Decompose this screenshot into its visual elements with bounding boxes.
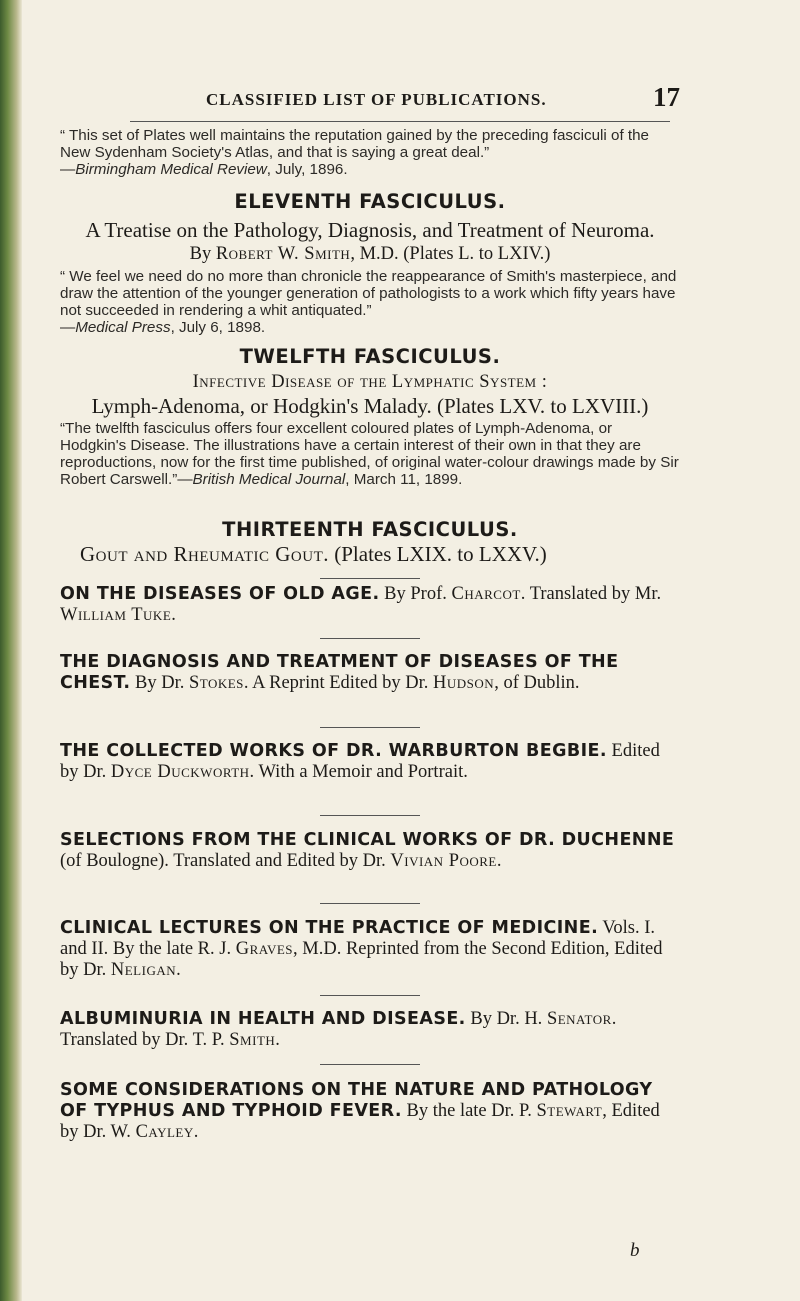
entry-title: SOME CONSIDERATIONS ON THE NATURE AND PATHOLOGY OF TYPHUS AND TYPHOID FEVER. bbox=[60, 1080, 653, 1121]
section-heading-thirteenth: THIRTEENTH FASCICULUS. bbox=[222, 518, 518, 541]
entry-name: Neligan bbox=[110, 960, 177, 980]
author-name: Robert W. Smith bbox=[215, 244, 351, 264]
entry-title: ON THE DISEASES OF OLD AGE. bbox=[60, 584, 380, 604]
entry-name: Dyce Duckworth bbox=[110, 762, 250, 782]
book-spine-shadow bbox=[0, 0, 22, 1301]
eleventh-author-line: By Robert W. Smith, M.D. (Plates L. to LXIV.) bbox=[189, 244, 551, 264]
entry-title: THE COLLECTED WORKS OF DR. WARBURTON BEGBIE. bbox=[60, 741, 607, 761]
publication-entry: SELECTIONS FROM THE CLINICAL WORKS OF DR. DUCHENNE (of Boulogne). Translated and Edited by Dr. Vivian Poore. bbox=[60, 830, 675, 871]
twelfth-review-quote: “The twelfth fasciculus offers four excellent coloured plates of Lymph-Adenoma, or Hodgkin's Disease. The illustrations have a certain interest of their own in that they are reproductions, now for the first time published, of original water-colour drawings made by Sir Robert Carswell.”—British Medical Journal, March 11, 1899. bbox=[60, 420, 679, 488]
signature-mark: b bbox=[630, 1240, 640, 1261]
header-rule bbox=[130, 121, 670, 122]
running-header bbox=[60, 82, 680, 116]
intro-review-quote: “ This set of Plates well maintains the reputation gained by the preceding fasciculi of the New Sydenham Society's Atlas, and that is saying a great deal.” —Birmingham Medical Review, July, 1896. bbox=[60, 127, 649, 178]
publication-entry: ON THE DISEASES OF OLD AGE. By Prof. Charcot. Translated by Mr. William Tuke. bbox=[60, 584, 662, 625]
entry-divider bbox=[320, 815, 420, 816]
book-page bbox=[60, 0, 680, 1301]
entry-name: Senator bbox=[546, 1009, 612, 1029]
entry-name: Cayley bbox=[135, 1122, 194, 1142]
entry-name: Stokes bbox=[188, 673, 244, 693]
entry-divider bbox=[320, 903, 420, 904]
quote-text: “The twelfth fasciculus offers four excellent coloured plates of Lymph-Adenoma, or Hodgkin's Disease. The illustrations have a certain interest of their own in that they are reproductions, now for the first time published, of original water-colour drawings made by Sir Robert Carswell.” bbox=[60, 420, 679, 488]
thirteenth-title-line bbox=[60, 542, 680, 567]
entry-name: Vivian Poore bbox=[390, 851, 497, 871]
entry-title: ALBUMINURIA IN HEALTH AND DISEASE. bbox=[60, 1009, 466, 1029]
quote-date: , March 11, 1899. bbox=[345, 471, 463, 488]
page-number: 17 bbox=[653, 82, 680, 112]
quote-source: Birmingham Medical Review bbox=[75, 161, 267, 178]
entry-divider bbox=[320, 995, 420, 996]
entry-divider bbox=[320, 638, 420, 639]
entry-name: Smith bbox=[229, 1030, 276, 1050]
quote-date: , July, 1896. bbox=[266, 161, 348, 178]
publication-entry: THE DIAGNOSIS AND TREATMENT OF DISEASES OF THE CHEST. By Dr. Stokes. A Reprint Edited by Dr. Hudson, of Dublin. bbox=[60, 652, 619, 693]
quote-text: “ This set of Plates well maintains the reputation gained by the preceding fasciculi of the New Sydenham Society's Atlas, and that is saying a great deal.” bbox=[60, 127, 649, 161]
quote-text: “ We feel we need do no more than chronicle the reappearance of Smith's masterpiece, and draw the attention of the younger generation of pathologists to a work which fifty years have not succeeded in rendering a whit antiquated.” bbox=[60, 268, 677, 319]
entry-title: CLINICAL LECTURES ON THE PRACTICE OF MEDICINE. bbox=[60, 918, 599, 938]
entry-name: Graves bbox=[235, 939, 294, 959]
entry-title: SELECTIONS FROM THE CLINICAL WORKS OF DR. DUCHENNE bbox=[60, 830, 675, 850]
twelfth-title: Lymph-Adenoma, or Hodgkin's Malady. (Plates LXV. to LXVIII.) bbox=[91, 394, 649, 418]
quote-source: British Medical Journal bbox=[192, 471, 346, 488]
eleventh-review-quote: “ We feel we need do no more than chronicle the reappearance of Smith's masterpiece, and draw the attention of the younger generation of pathologists to a work which fifty years have not succeeded in rendering a whit antiquated.” —Medical Press, July 6, 1898. bbox=[60, 268, 677, 336]
entry-divider bbox=[320, 727, 420, 728]
quote-date: , July 6, 1898. bbox=[170, 319, 266, 336]
publication-entry: CLINICAL LECTURES ON THE PRACTICE OF MEDICINE. Vols. I. and II. By the late R. J. Graves, M.D. Reprinted from the Second Edition, Edited by Dr. Neligan. bbox=[60, 918, 663, 980]
thirteenth-plates: (Plates LXIX. to LXXV.) bbox=[329, 542, 547, 566]
entry-title: THE DIAGNOSIS AND TREATMENT OF DISEASES OF THE CHEST. bbox=[60, 652, 619, 693]
thirteenth-title: Gout and Rheumatic Gout. bbox=[80, 542, 329, 566]
running-title: CLASSIFIED LIST OF PUBLICATIONS. bbox=[206, 90, 547, 109]
entry-name: Stewart bbox=[536, 1101, 603, 1121]
entry-name: William Tuke bbox=[60, 605, 172, 625]
entry-name: Charcot bbox=[451, 584, 521, 604]
publication-entry: SOME CONSIDERATIONS ON THE NATURE AND PATHOLOGY OF TYPHUS AND TYPHOID FEVER. By the late Dr. P. Stewart, Edited by Dr. W. Cayley. bbox=[60, 1080, 660, 1142]
section-heading-eleventh: ELEVENTH FASCICULUS. bbox=[234, 190, 506, 213]
eleventh-title: A Treatise on the Pathology, Diagnosis, and Treatment of Neuroma. bbox=[85, 218, 655, 242]
twelfth-subheading: Infective Disease of the Lymphatic System : bbox=[192, 372, 548, 392]
publication-entry: ALBUMINURIA IN HEALTH AND DISEASE. By Dr. H. Senator. Translated by Dr. T. P. Smith. bbox=[60, 1009, 617, 1050]
entry-name: Hudson bbox=[433, 673, 495, 693]
entry-divider bbox=[320, 1064, 420, 1065]
section-divider bbox=[320, 578, 420, 579]
publication-entry: THE COLLECTED WORKS OF DR. WARBURTON BEGBIE. Edited by Dr. Dyce Duckworth. With a Memoir and Portrait. bbox=[60, 741, 660, 782]
quote-source: Medical Press bbox=[75, 319, 171, 336]
section-heading-twelfth: TWELFTH FASCICULUS. bbox=[239, 345, 501, 368]
